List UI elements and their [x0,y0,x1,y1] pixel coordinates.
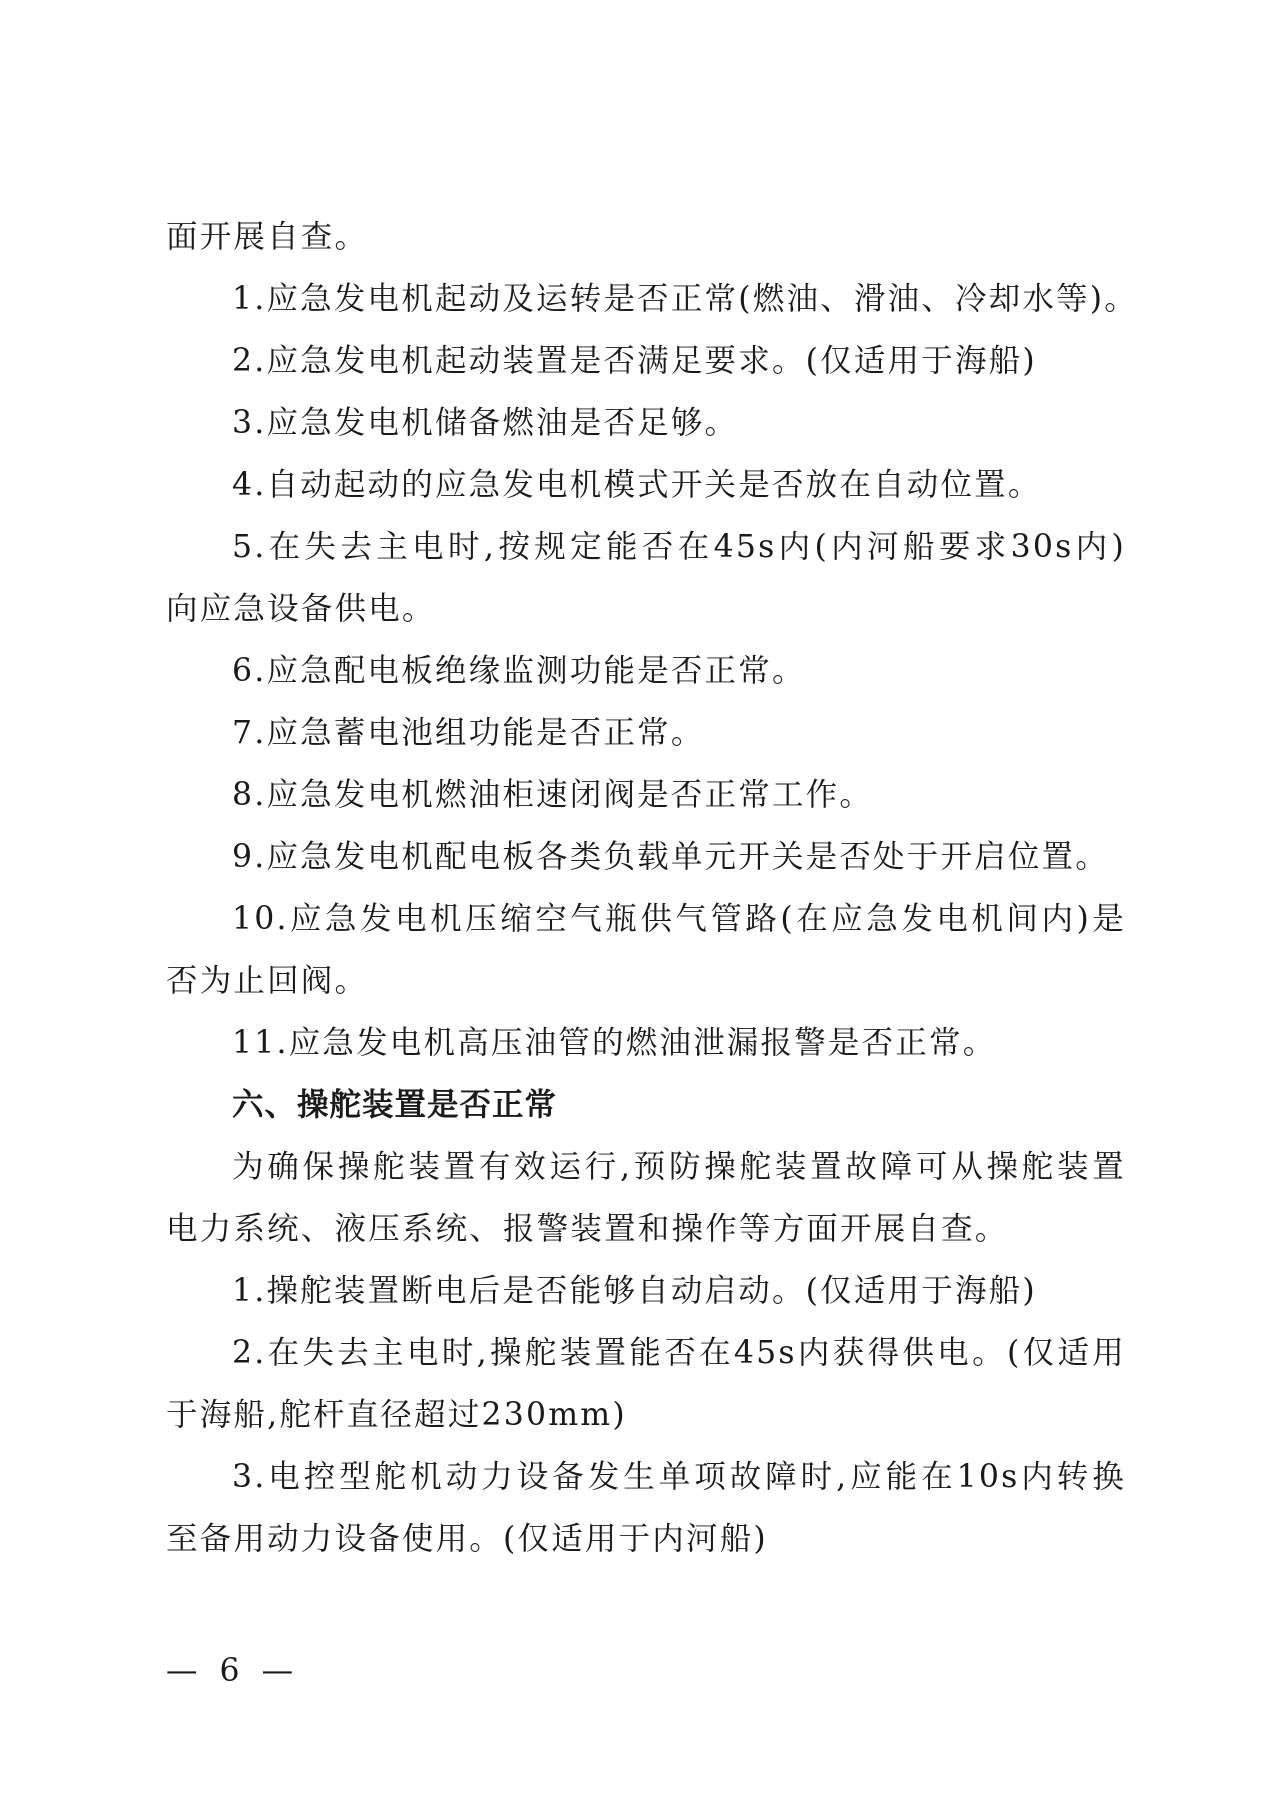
paragraph-line: 为确保操舵装置有效运行,预防操舵装置故障可从操舵装置 [232,1149,1126,1185]
list-item: 1.应急发电机起动及运转是否正常(燃油、滑油、冷却水等)。 [232,281,1138,317]
list-item-continuation: 向应急设备供电。 [166,591,436,627]
list-item: 2.应急发电机起动装置是否满足要求。(仅适用于海船) [232,343,1037,379]
list-item-continuation: 否为止回阀。 [166,963,369,999]
list-item-continuation: 至备用动力设备使用。(仅适用于内河船) [166,1521,768,1557]
list-item: 8.应急发电机燃油柜速闭阀是否正常工作。 [232,777,874,813]
list-item: 4.自动起动的应急发电机模式开关是否放在自动位置。 [232,467,1042,503]
list-item: 3.应急发电机储备燃油是否足够。 [232,405,739,441]
paragraph-line: 电力系统、液压系统、报警装置和操作等方面开展自查。 [166,1211,1009,1247]
list-item: 11.应急发电机高压油管的燃油泄漏报警是否正常。 [232,1025,997,1061]
list-item: 7.应急蓄电池组功能是否正常。 [232,715,705,751]
list-item-continuation: 于海船,舵杆直径超过230mm) [166,1397,627,1433]
list-item: 1.操舵装置断电后是否能够自动启动。(仅适用于海船) [232,1273,1037,1309]
list-item: 9.应急发电机配电板各类负载单元开关是否处于开启位置。 [232,839,1109,875]
list-item: 2.在失去主电时,操舵装置能否在45s内获得供电。(仅适用 [232,1335,1126,1371]
page-number: — 6 — [166,1653,300,1689]
paragraph-line: 面开展自查。 [166,219,369,255]
section-heading: 六、操舵装置是否正常 [232,1087,558,1123]
list-item: 5.在失去主电时,按规定能否在45s内(内河船要求30s内) [232,529,1126,565]
list-item: 6.应急配电板绝缘监测功能是否正常。 [232,653,806,689]
list-item: 3.电控型舵机动力设备发生单项故障时,应能在10s内转换 [232,1459,1126,1495]
list-item: 10.应急发电机压缩空气瓶供气管路(在应急发电机间内)是 [232,901,1126,937]
